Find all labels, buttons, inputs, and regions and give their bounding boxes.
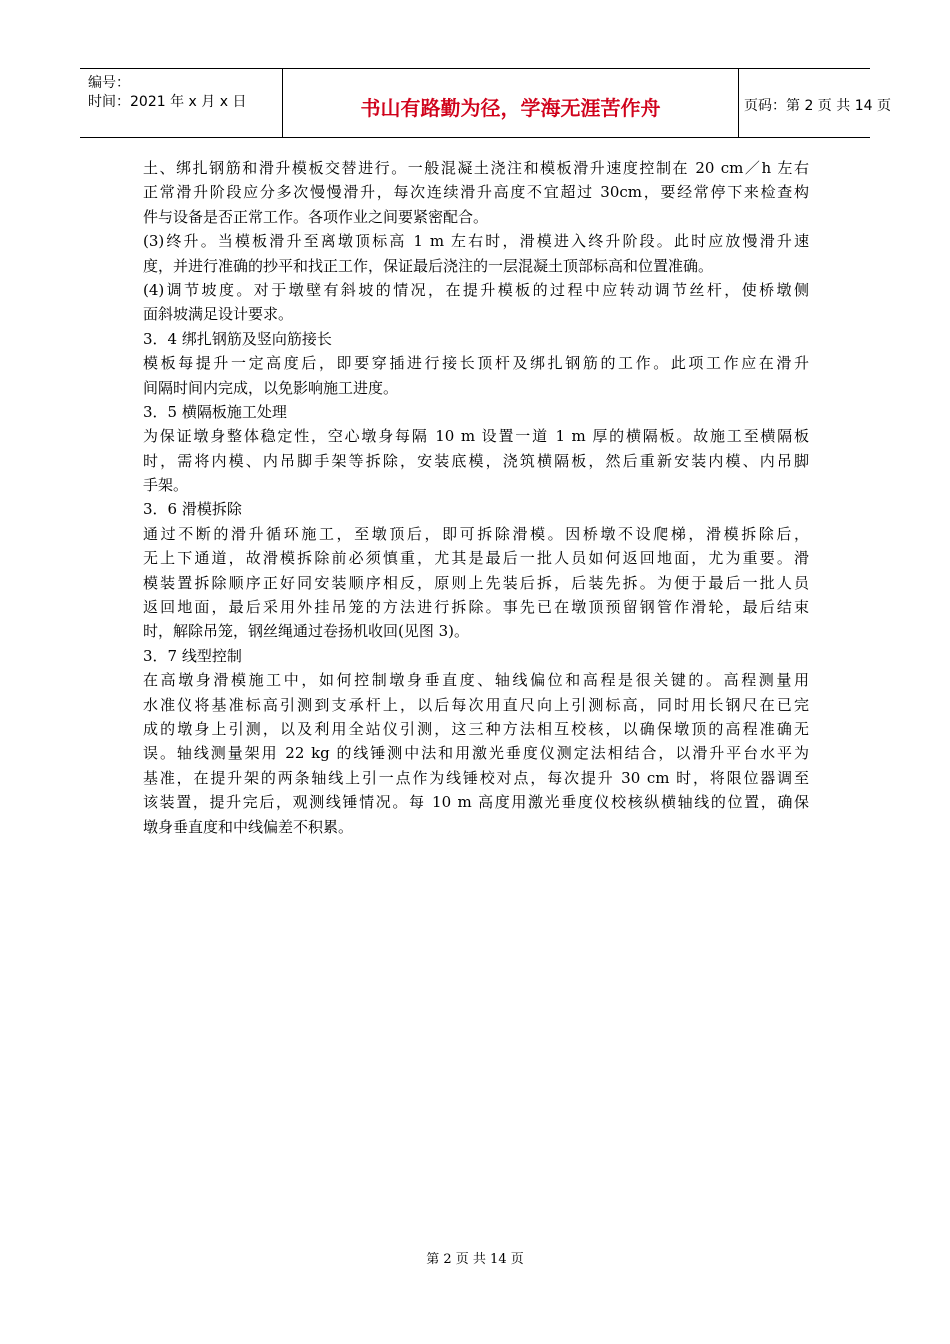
body-line: 该装置，提升完后，观测线锤情况。每 10 m 高度用激光垂度仪校核纵横轴线的位置，确保 bbox=[143, 793, 809, 812]
body-line: 墩身垂直度和中线偏差不积累。 bbox=[143, 817, 354, 836]
body-line: 时，需将内模、内吊脚手架等拆除，安装底模，浇筑横隔板，然后重新安装内模、内吊脚 bbox=[143, 451, 809, 470]
document-body bbox=[143, 156, 809, 839]
body-line: 模板每提升一定高度后，即要穿插进行接长顶杆及绑扎钢筋的工作。此项工作应在滑升 bbox=[143, 354, 809, 373]
body-line: 返回地面，最后采用外挂吊笼的方法进行拆除。事先已在墩顶预留钢管作滑轮，最后结束 bbox=[143, 598, 809, 617]
body-line: 水准仪将基准标高引测到支承杆上，以后每次用直尺向上引测标高，同时用长钢尺在已完 bbox=[143, 695, 809, 714]
body-line: 3．4 绑扎钢筋及竖向筋接长 bbox=[143, 329, 332, 348]
body-line: 件与设备是否正常工作。各项作业之间要紧密配合。 bbox=[143, 207, 489, 226]
body-line: 面斜坡满足设计要求。 bbox=[143, 305, 294, 324]
header-motto: 书山有路勤为径，学海无涯苦作舟 bbox=[360, 96, 661, 120]
page-footer: 第 2 页 共 14 页 bbox=[426, 1252, 524, 1267]
body-line: 为保证墩身整体稳定性，空心墩身每隔 10 m 设置一道 1 m 厚的横隔板。故施工至横隔板 bbox=[143, 427, 809, 446]
body-line: 间隔时间内完成，以免影响施工进度。 bbox=[143, 378, 399, 397]
body-line: 无上下通道，故滑模拆除前必须慎重，尤其是最后一批人员如何返回地面，尤为重要。滑 bbox=[143, 549, 809, 568]
body-line: 3．6 滑模拆除 bbox=[143, 500, 242, 519]
header-meta-cell bbox=[80, 69, 282, 137]
body-line: 土、绑扎钢筋和滑升模板交替进行。一般混凝土浇注和模板滑升速度控制在 20 cm／h 左右 bbox=[143, 159, 809, 177]
body-line: 3．7 线型控制 bbox=[143, 646, 242, 665]
body-line: 在高墩身滑模施工中，如何控制墩身垂直度、轴线偏位和高程是很关键的。高程测量用 bbox=[143, 671, 809, 690]
body-line: 3．5 横隔板施工处理 bbox=[143, 402, 287, 421]
document-number-label: 编号： bbox=[88, 75, 130, 91]
body-line: (4)调节坡度。对于墩壁有斜坡的情况，在提升模板的过程中应转动调节丝杆，使桥墩侧 bbox=[143, 280, 809, 299]
body-line: 通过不断的滑升循环施工，至墩顶后，即可拆除滑模。因桥墩不设爬梯，滑模拆除后， bbox=[143, 524, 809, 543]
header-page-info: 页码：第 2 页 共 14 页 bbox=[744, 98, 891, 114]
body-line: 模装置拆除顺序正好同安装顺序相反，原则上先装后拆，后装先拆。为便于最后一批人员 bbox=[143, 573, 809, 592]
page-header bbox=[80, 68, 891, 138]
body-line: 成的墩身上引测，以及利用全站仪引测，这三种方法相互校核，以确保墩顶的高程准确无 bbox=[143, 719, 809, 738]
body-line: (3)终升。当模板滑升至离墩顶标高 1 m 左右时，滑模进入终升阶段。此时应放慢滑升速 bbox=[143, 232, 809, 251]
body-line: 正常滑升阶段应分多次慢慢滑升，每次连续滑升高度不宜超过 30cm，要经常停下来检查构 bbox=[143, 183, 809, 202]
body-line: 基准，在提升架的两条轴线上引一点作为线锤校对点，每次提升 30 cm 时，将限位器调至 bbox=[143, 768, 809, 787]
body-line: 误。轴线测量架用 22 kg 的线锤测中法和用激光垂度仪测定法相结合，以滑升平台水平为 bbox=[143, 744, 809, 763]
body-line: 时，解除吊笼，钢丝绳通过卷扬机收回(见图 3)。 bbox=[143, 622, 470, 641]
body-line: 度，并进行准确的抄平和找正工作，保证最后浇注的一层混凝土顶部标高和位置准确。 bbox=[143, 256, 714, 275]
document-date-label: 时间：2021 年 x 月 x 日 bbox=[88, 94, 247, 110]
body-line: 手架。 bbox=[143, 476, 189, 495]
header-motto-cell bbox=[282, 69, 739, 137]
header-page-cell bbox=[738, 69, 891, 137]
